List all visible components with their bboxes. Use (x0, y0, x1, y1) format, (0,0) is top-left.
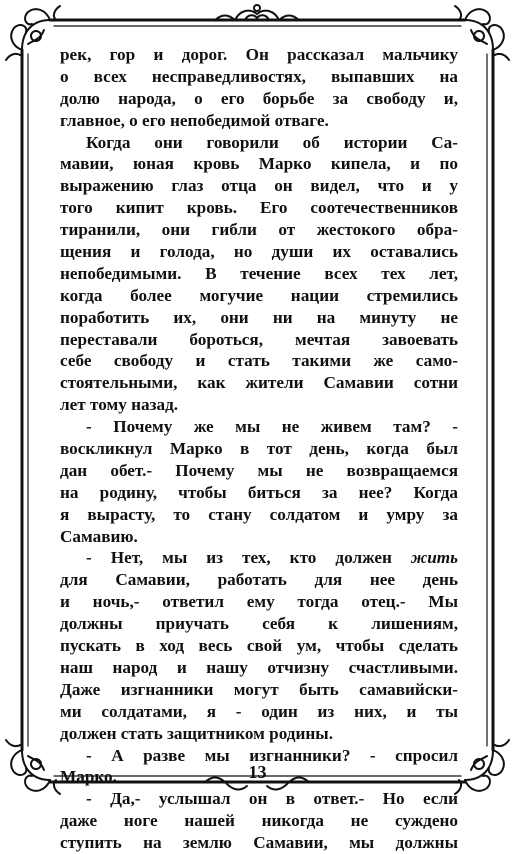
text-line: Марко. (60, 767, 117, 787)
text-line: рек, гор и дорог. Он рассказал мальчику (60, 45, 458, 64)
text-line: дан обет.- Почему мы не возвращаемся (60, 460, 458, 480)
text-line: наш народ и нашу отчизну счастливыми. (60, 657, 458, 677)
text-line: себе свободу и стать такими же само- (60, 351, 458, 371)
text-line: переставали бороться, мечтая завоевать (60, 329, 458, 349)
text-line: - Нет, мы из тех, кто должен жить (86, 548, 458, 568)
text-line: пускать в ход весь свой ум, чтобы сделать (60, 636, 458, 656)
text-line: Когда они говорили об истории Са- (86, 132, 458, 152)
emphasized-word: жить (410, 548, 458, 568)
text-line: воскликнул Марко в тот день, когда был (60, 439, 458, 459)
text-line: тиранили, они гибли от жестокого обра- (60, 220, 458, 240)
text-line: главное, о его непобедимой отваге. (60, 110, 329, 130)
text-line: - А разве мы изгнанники? - спросил (86, 745, 458, 765)
text-line: стоятельными, как жители Самавии сотни (60, 373, 458, 393)
text-line: ми солдатами, я - один из них, и ты (60, 701, 458, 721)
text-line: должен стать защитником родины. (60, 723, 334, 743)
text-line: непобедимыми. В течение всех тех лет, (60, 263, 458, 283)
text-line: лет тому назад. (60, 395, 179, 415)
body-text (60, 44, 458, 854)
corner-ornament-top-right (455, 6, 509, 60)
text-line: о всех несправедливостях, выпавших на (60, 66, 458, 86)
text-line: должны приучать себя к лишениям, (60, 614, 458, 634)
text-line: для Самавии, работать для нее день (60, 570, 458, 590)
text-line: ступить на землю Самавии, мы должны (60, 833, 458, 853)
page-number: 13 (248, 762, 267, 782)
text-line: на родину, чтобы биться за нее? Когда (60, 482, 458, 502)
text-line: долю народа, о его борьбе за свободу и, (60, 88, 458, 108)
text-line: щения и голода, но души их оставались (60, 242, 458, 262)
text-line: выражению глаз отца он видел, что и у (60, 176, 458, 196)
text-line: - Почему же мы не живем там? - (86, 417, 458, 437)
text-line: того кипит кровь. Его соотечественников (60, 198, 458, 218)
text-line: я вырасту, то стану солдатом и умру за (60, 504, 458, 524)
text-line: когда более могучие нации стремились (60, 285, 458, 305)
corner-ornament-top-left (6, 6, 60, 60)
text-line: - Да,- услышал он в ответ.- Но если (86, 789, 458, 809)
text-line: даже ноге нашей никогда не суждено (60, 811, 458, 831)
text-line: поработить их, они ни на минуту не (60, 307, 458, 327)
text-line: Даже изгнанники могут быть самавийски- (60, 679, 458, 699)
text-line: мавии, юная кровь Марко кипела, и по (60, 154, 458, 174)
text-line: и ночь,- ответил ему тогда отец.- Мы (60, 592, 458, 612)
text-line: Самавию. (60, 526, 138, 546)
top-center-ornament (215, 5, 299, 20)
